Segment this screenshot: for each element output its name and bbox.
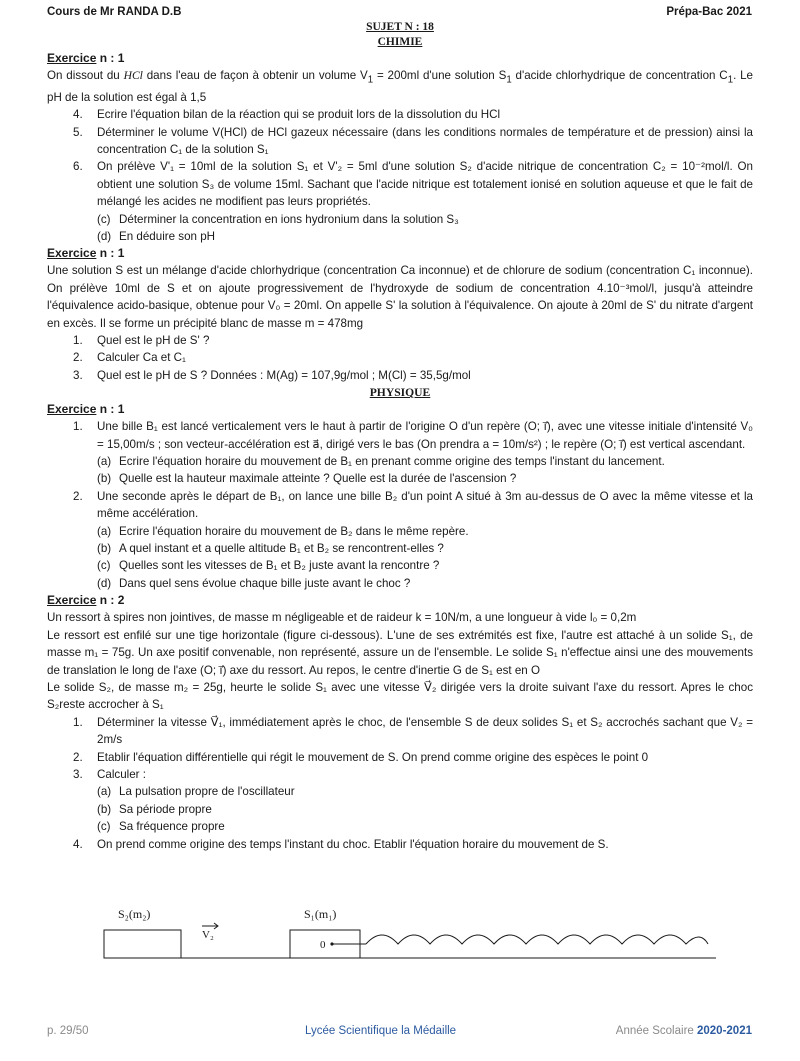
school-name: Lycée Scientifique la Médaille (305, 1025, 457, 1037)
question-item: 2. Etablir l'équation différentielle qui régit le mouvement de S. On prend comme origine des espèces le point 0 (73, 750, 649, 764)
question-item: 2. Calculer Ca et C₁ (73, 351, 186, 365)
sub-question: (a) La pulsation propre de l'oscillateur (97, 785, 295, 799)
question-item: 1. Quel est le pH de S' ? (73, 334, 210, 347)
exercise-1-intro: On dissout du HCl dans l'eau de façon à obtenir un volume $V_1 = 200ml$ d'une solution $S_1$ d'acide chlorhydrique de concentration $C_1$. Le pH de la solution est égal à 1,5 (47, 69, 754, 104)
page-header (47, 4, 752, 20)
exercise-1-questions (47, 106, 753, 245)
question-item: 6. On prélève V'₁ = 10ml de la solution S₁ et V'₂ = 5ml d'une solution S₂ d'acide nitrique de concentration C₂ = 10⁻²mol/l. On obtient une solution S₃ de volume 15ml. Sachant que l'acide nitrique est totalement ionisé en solution aqueuse et que le fait de mélangé les acides ne modifient pas leurs propriétés. (c) Déterminer la concentration en ions hydronium dans la solution S₃ (d) En déduire son pH (47, 158, 753, 245)
header-author: Cours de Mr RANDA D.B (47, 6, 182, 18)
sub-question: (b) Quelle est la hauteur maximale atteinte ? Quelle est la durée de l'ascension ? (97, 472, 517, 486)
document-body (47, 20, 753, 853)
v2-label: V₂ (202, 929, 214, 941)
spring-mass-figure (96, 904, 716, 966)
page-footer (47, 1023, 752, 1041)
sub-question: (a) Ecrire l'équation horaire du mouvement de B₂ dans le même repère. (97, 524, 469, 538)
solid-s2-block (104, 930, 181, 958)
question-item: 3. Quel est le pH de S ? Données : M(Ag) = 107,9g/mol ; M(Cl) = 35,5g/mol (73, 368, 471, 382)
question-item: 4. Ecrire l'équation bilan de la réaction qui se produit lors de la dissolution du HCl (73, 108, 501, 122)
exercise-3-questions (47, 418, 753, 592)
exercise-4-p3: Le solide S₂, de masse m₂ = 25g, heurte le solide S₁ avec une vitesse V⃗₂ dirigée vers la droite suivant l'axe du ressort. Apres le choc S₂reste accrocher à S₁ (47, 680, 753, 712)
question-item: 3. Calculer : (a) La pulsation propre de l'oscillateur (b) Sa période propre (c) Sa fréquence propre (47, 766, 753, 836)
sub-question: (c) Déterminer la concentration en ions hydronium dans la solution S₃ (97, 212, 459, 226)
origin-point (330, 942, 333, 945)
s1-label: S₁(m₁) (304, 907, 337, 921)
exercise-1-title: Exercice n : 1 (47, 51, 125, 65)
question-item: 5. Déterminer le volume V(HCl) de HCl gazeux nécessaire (dans les conditions normales de température et de pression) ainsi la concentration C₁ de la solution S₁ (73, 125, 753, 156)
question-item: 1. Une bille B₁ est lancé verticalement vers le haut à partir de l'origine O d'un repère (O; i⃗), avec une vitesse initiale d'intensité V₀ = 15,00m/s ; son vecteur-accélération est a⃗, dirigé vers le bas (On prendra a = 10m/s²) ; le repère (O; i⃗) est vertical ascendant. (a) Ecrire l'équation horaire du mouvement de B₁ en prenant comme origine des temps l'instant du lancement. (b) Quelle est la hauteur maximale atteinte ? Quelle est la durée de l'ascension ? (47, 418, 753, 488)
exercise-3-title: Exercice n : 1 (47, 402, 125, 417)
exercise-4-p2: Le ressort est enfilé sur une tige horizontale (figure ci-dessous). L'une de ses extrémités est fixe, l'autre est attaché à un solide S₁, de masse m₁ = 75g. Un axe positif convenable, non représenté, assure un de l'ensemble. Le solide S₁ n'effectue ainsi une des mouvements de translation le long de l'axe (O; i⃗) axe du ressort. Au repos, le centre d'inertie G de S₁ est en O (47, 628, 753, 677)
page-number: p. 29/50 (47, 1025, 89, 1037)
question-item: 1. Déterminer la vitesse V⃗₁, immédiatement après le choc, de l'ensemble S de deux solides S₁ et S₂ accrochés sachant que V₂ = 2m/s (73, 715, 753, 747)
sub-question: (a) Ecrire l'équation horaire du mouvement de B₁ en prenant comme origine des temps l'instant du lancement. (97, 455, 665, 469)
question-item: 4. On prend comme origine des temps l'instant du choc. Etablir l'équation horaire du mouvement de S. (73, 837, 609, 851)
s2-label: S₂(m₂) (118, 907, 151, 921)
exercise-4-p1: Un ressort à spires non jointives, de masse m négligeable et de raideur k = 10N/m, a une longueur à vide l₀ = 0,2m (47, 611, 637, 625)
exercise-2-questions (47, 332, 753, 384)
section-chimie: CHIMIE (377, 36, 423, 48)
sub-question: (c) Sa fréquence propre (97, 820, 225, 834)
origin-label: 0 (320, 939, 326, 951)
exercise-2-title: Exercice n : 1 (47, 246, 125, 261)
sub-question: (d) En déduire son pH (97, 229, 216, 243)
exercise-4-title: Exercice n : 2 (47, 593, 125, 608)
school-year: Année Scolaire 2020-2021 (615, 1025, 752, 1037)
section-physique: PHYSIQUE (369, 386, 431, 400)
exercise-4-questions (47, 714, 753, 853)
spring-coils (366, 935, 708, 944)
header-class: Prépa-Bac 2021 (666, 6, 752, 18)
question-item: 2. Une seconde après le départ de B₁, on lance une bille B₂ d'un point A situé à 3m au-dessus de O avec la même vitesse et la même accélération. (a) Ecrire l'équation horaire du mouvement de B₂ dans le même repère. (b) A quel instant et a quelle altitude B₁ et B₂ se rencontrent-elles ? (c) Quelles sont les vitesses de B₁ et B₂ juste avant la rencontre ? (d) Dans quel sens évolue chaque bille juste avant le choc ? (47, 488, 753, 592)
subject-title: SUJET N : 18 (366, 21, 434, 33)
sub-question: (b) A quel instant et a quelle altitude B₁ et B₂ se rencontrent-elles ? (97, 542, 444, 556)
sub-question: (d) Dans quel sens évolue chaque bille juste avant le choc ? (97, 576, 411, 590)
sub-question: (b) Sa période propre (97, 802, 212, 816)
exercise-2-intro: Une solution S est un mélange d'acide chlorhydrique (concentration Ca inconnue) et de chlorure de sodium (concentration C₁ inconnue). On prélève 10ml de S et on ajoute progressivement de l'hydroxyde de sodium de concentration 4.10⁻³mol/l, jusqu'à atteindre l'équivalence acido-basique, obtenue pour V₀ = 20ml. On appelle S' la solution à l'équivalence. On ajoute à 20ml de S' du nitrate d'argent en excès. Il se forme un précipité blanc de masse m = 478mg (47, 264, 753, 330)
sub-question: (c) Quelles sont les vitesses de B₁ et B₂ juste avant la rencontre ? (97, 559, 440, 573)
